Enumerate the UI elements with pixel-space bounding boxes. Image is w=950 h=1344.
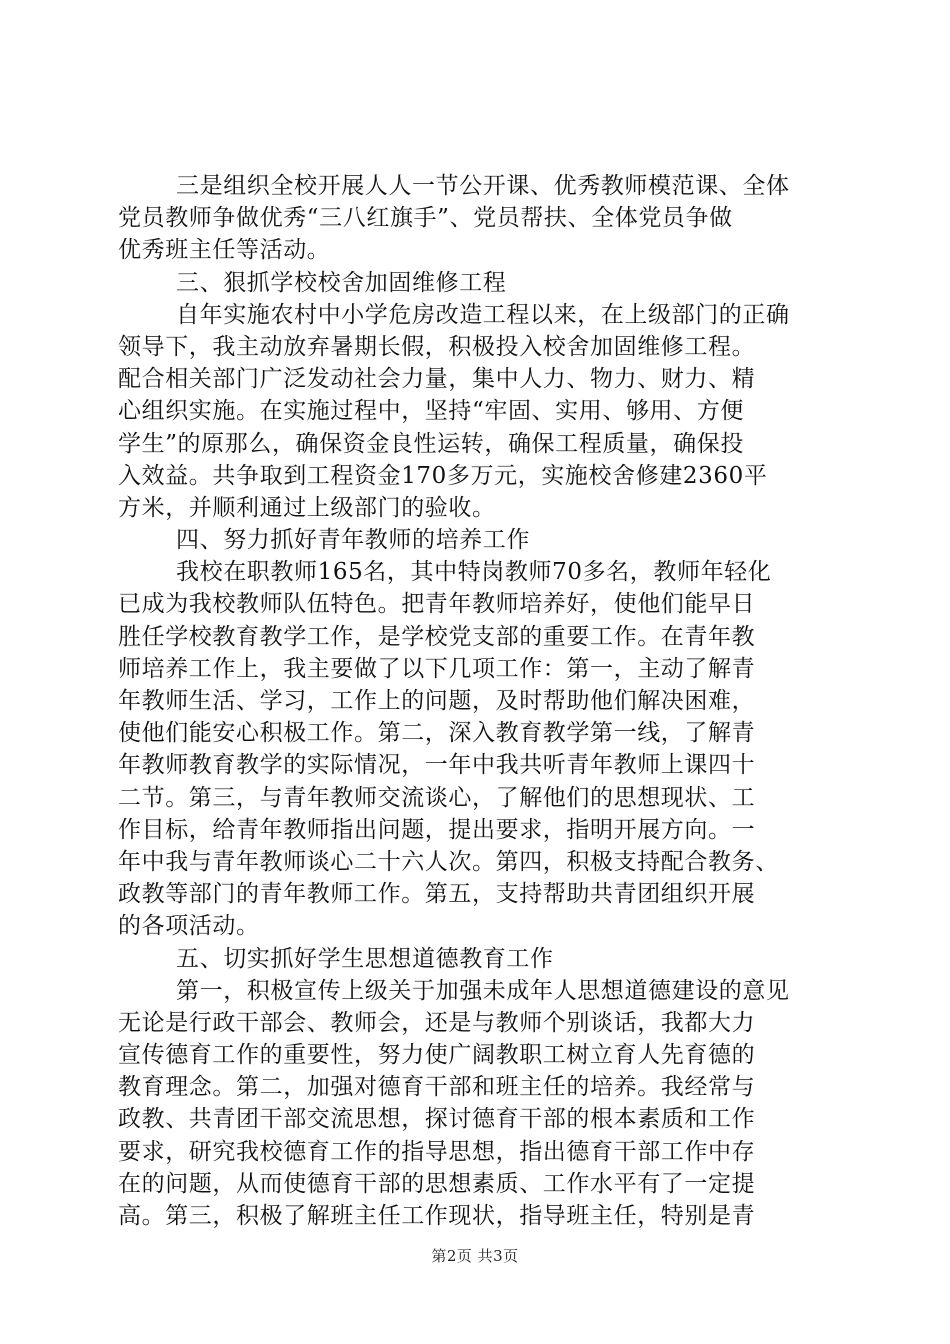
text-line: 在的问题，从而使德育干部的思想素质、工作水平有了一定提: [118, 1170, 756, 1197]
text-line: 使他们能安心积极工作。第二，深入教育教学第一线，了解青: [118, 720, 756, 747]
text-line: 第一，积极宣传上级关于加强未成年人思想道德建设的意见: [176, 977, 790, 1004]
text-line: 入效益。共争取到工程资金170多万元，实施校舍修建2360平: [118, 462, 768, 489]
text-line: 我校在职教师165名，其中特岗教师70多名，教师年轻化: [176, 559, 772, 586]
text-line: 四、努力抓好青年教师的培养工作: [176, 527, 530, 554]
text-line: 三是组织全校开展人人一节公开课、优秀教师模范课、全体: [176, 173, 790, 199]
document-body: [118, 170, 832, 1232]
text-line: 五、切实抓好学生思想道德教育工作: [176, 945, 554, 972]
text-line: 胜任学校教育教学工作，是学校党支部的重要工作。在青年教: [118, 623, 756, 650]
text-line: 学生”的原那么，确保资金良性运转，确保工程质量，确保投: [118, 430, 744, 457]
text-line: 方米，并顺利通过上级部门的验收。: [118, 494, 496, 521]
text-line: 年教师教育教学的实际情况，一年中我共听青年教师上课四十: [118, 752, 756, 779]
text-line: 年教师生活、学习，工作上的问题，及时帮助他们解决困难，: [118, 688, 756, 714]
text-line: 要求，研究我校德育工作的指导思想，指出德育干部工作中存: [118, 1138, 756, 1165]
text-line: 党员教师争做优秀“三八红旗手”、党员帮扶、全体党员争做: [118, 205, 733, 232]
text-line: 作目标，给青年教师指出问题，提出要求，指明开展方向。一: [118, 816, 756, 843]
text-line: 教育理念。第二，加强对德育干部和班主任的培养。我经常与: [118, 1074, 756, 1101]
text-line: 配合相关部门广泛发动社会力量，集中人力、物力、财力、精: [118, 366, 756, 393]
text-line: 政教、共青团干部交流思想，探讨德育干部的根本素质和工作: [118, 1106, 756, 1133]
text-line: 政教等部门的青年教师工作。第五，支持帮助共青团组织开展: [118, 881, 756, 908]
text-line: 的各项活动。: [118, 913, 260, 940]
text-line: 无论是行政干部会、教师会，还是与教师个别谈话，我都大力: [118, 1009, 756, 1036]
page-number-footer: 第2页 共3页: [431, 1247, 519, 1265]
text-line: 自年实施农村中小学危房改造工程以来，在上级部门的正确: [176, 301, 790, 328]
text-line: 已成为我校教师队伍特色。把青年教师培养好，使他们能早日: [118, 591, 756, 618]
text-line: 二节。第三，与青年教师交流谈心，了解他们的思想现状、工: [118, 784, 756, 811]
text-line: 优秀班主任等活动。: [118, 237, 331, 264]
text-line: 心组织实施。在实施过程中，坚持“牢固、实用、够用、方便: [118, 398, 744, 425]
text-line: 宣传德育工作的重要性，努力使广阔教职工树立育人先育德的: [118, 1042, 756, 1069]
text-line: 三、狠抓学校校舍加固维修工程: [176, 269, 507, 296]
text-line: 高。第三，积极了解班主任工作现状，指导班主任，特别是青: [118, 1203, 756, 1229]
text-line: 领导下，我主动放弃暑期长假，积极投入校舍加固维修工程。: [118, 333, 756, 360]
text-line: 年中我与青年教师谈心二十六人次。第四，积极支持配合教务、: [118, 848, 779, 875]
text-line: 师培养工作上，我主要做了以下几项工作：第一，主动了解青: [118, 655, 756, 682]
